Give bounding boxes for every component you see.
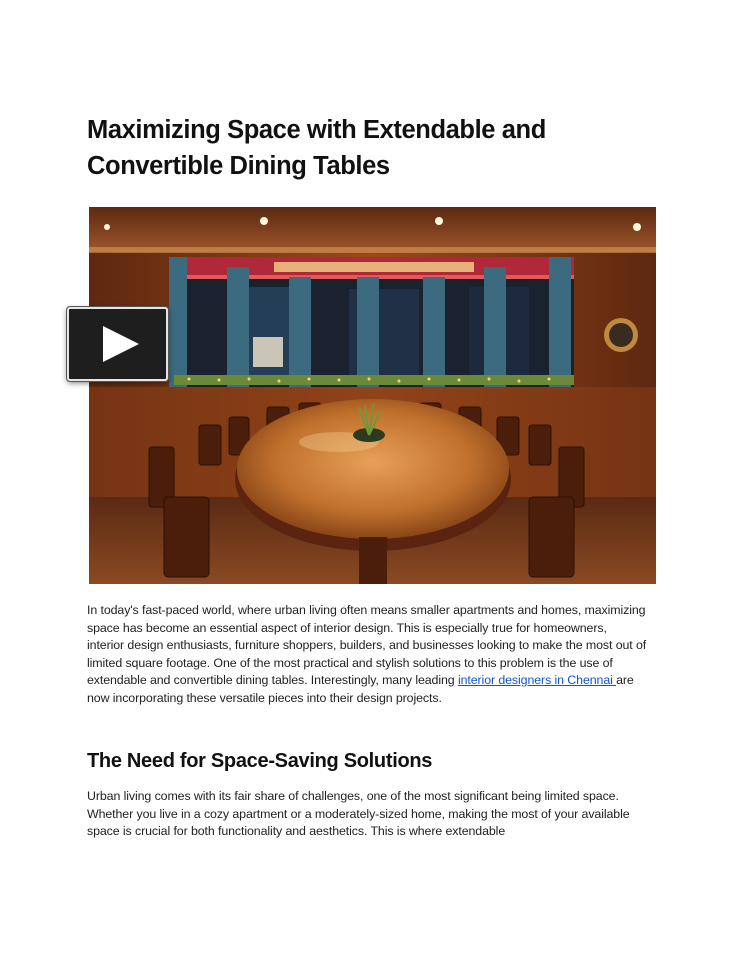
- section-heading: The Need for Space-Saving Solutions: [87, 750, 433, 772]
- intro-paragraph: [87, 602, 647, 708]
- hero-image: [89, 207, 656, 584]
- video-play-button[interactable]: [67, 307, 168, 381]
- page-title: Maximizing Space with Extendable and Convertible Dining Tables: [87, 116, 546, 180]
- intro-text-end: are now incorporating these versatile pieces into their design projects.: [87, 673, 634, 705]
- dining-room-illustration: [89, 207, 656, 584]
- interior-designers-link[interactable]: interior designers in Chennai: [457, 673, 617, 688]
- section-paragraph: Urban living comes with its fair share of challenges, one of the most significant being limited space. Whether you live in a cozy apartment or a moderately-sized home, making the most of your available space is crucial for both functionality and aesthetics. This is where extendable: [87, 789, 630, 839]
- play-icon: [69, 309, 166, 379]
- intro-text: In today's fast-paced world, where urban living often means smaller apartments and homes, maximizing space has become an essential aspect of interior design. This is especially true for homeowners, interior design enthusiasts, furniture shoppers, builders, and businesses looking to make the most out of limited square footage. One of the most practical and stylish solutions to this problem is the use of extendable and convertible dining tables. Interestingly, many leading: [87, 603, 647, 688]
